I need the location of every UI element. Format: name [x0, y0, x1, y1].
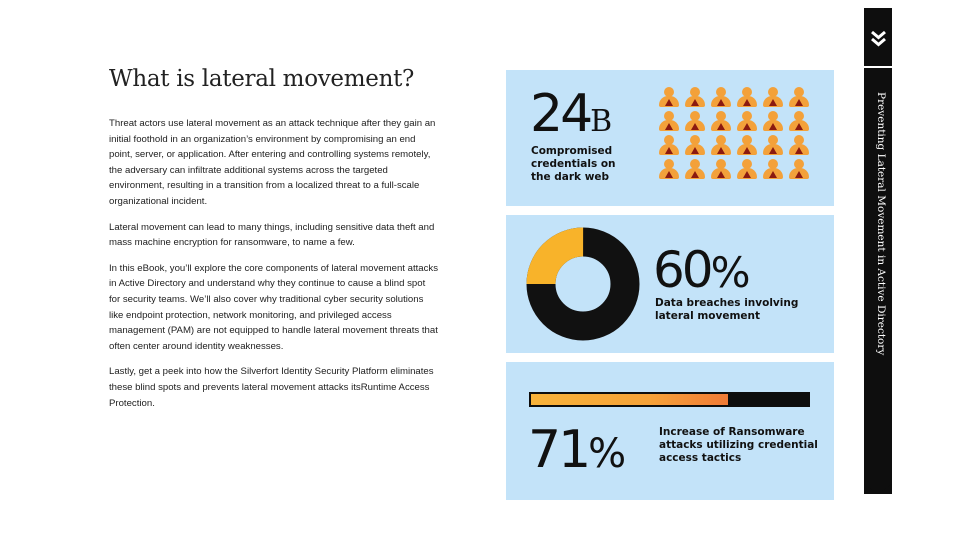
- person-warning-icon: [684, 86, 706, 108]
- breaches-stat-card: [506, 215, 834, 353]
- intro-paragraph-1: Threat actors use lateral movement as an attack technique after they gain an initial foothold in an organization’s environment by compromising an end point, server, or application. After entering and controlling systems remotely, the adversary can infiltrate additional systems across the targeted environment, resulting in a transition from a localized threat to a full-scale organizational incident.: [109, 118, 436, 207]
- person-warning-icon: [658, 86, 680, 108]
- intro-paragraph-4: Lastly, get a peek into how the Silverfort Identity Security Platform eliminates these blind spots and prevents lateral movement attacks itsRuntime Access Protection.: [109, 366, 434, 409]
- person-warning-icon: [762, 134, 784, 156]
- person-warning-icon: [684, 134, 706, 156]
- book-spine: [864, 8, 892, 494]
- person-warning-icon: [736, 110, 758, 132]
- person-warning-icon: [658, 110, 680, 132]
- person-warning-icon: [658, 134, 680, 156]
- person-warning-icon: [658, 158, 680, 180]
- person-warning-icon: [710, 110, 732, 132]
- credentials-number: 24: [530, 84, 591, 144]
- person-warning-icon: [788, 110, 810, 132]
- breaches-unit: %: [710, 248, 751, 297]
- person-warning-icon: [762, 86, 784, 108]
- ransomware-stat-value: [528, 420, 627, 480]
- credentials-stat-label: Compromised credentials on the dark web: [531, 145, 616, 183]
- page-title: What is lateral movement?: [109, 66, 415, 92]
- compromised-users-grid: [658, 86, 814, 182]
- person-warning-icon: [736, 134, 758, 156]
- ransomware-stat-label: Increase of Ransomware attacks utilizing credential access tactics: [659, 426, 818, 464]
- credentials-stat-card: [506, 70, 834, 206]
- person-warning-icon: [736, 86, 758, 108]
- breaches-stat-label: Data breaches involving lateral movement: [655, 297, 799, 322]
- spine-title: Preventing Lateral Movement in Active Directory: [875, 92, 887, 356]
- credentials-stat-value: [530, 84, 613, 144]
- ransomware-progress-fill: [531, 394, 728, 405]
- person-warning-icon: [710, 158, 732, 180]
- intro-paragraph-3: In this eBook, you’ll explore the core components of lateral movement attacks in Active Directory and understand why they continue to cause a blind spot for security teams. We’ll also cover why traditional cyber security solutions like endpoint protection, network monitoring, and privileged access management (PAM) are not equipped to handle lateral movement threats that often center around identity weaknesses.: [109, 262, 439, 352]
- intro-paragraph-2: Lateral movement can lead to many things, including sensitive data theft and mass machine encryption for ransomware, to name a few.: [109, 221, 435, 249]
- intro-section: [109, 66, 439, 421]
- person-warning-icon: [788, 158, 810, 180]
- person-warning-icon: [762, 158, 784, 180]
- credentials-unit: B: [590, 104, 613, 139]
- ransomware-progress-bar: [529, 392, 810, 407]
- person-warning-icon: [684, 110, 706, 132]
- ransomware-stat-card: [506, 362, 834, 500]
- person-warning-icon: [710, 86, 732, 108]
- ransomware-number: 71: [528, 420, 589, 480]
- ransomware-unit: %: [588, 431, 627, 477]
- breaches-donut-chart: [526, 227, 640, 341]
- double-chevron-down-icon: [871, 30, 886, 47]
- spine-bottom-tip: [864, 484, 892, 494]
- person-warning-icon: [736, 158, 758, 180]
- person-warning-icon: [788, 134, 810, 156]
- breaches-number: 60: [653, 241, 711, 299]
- person-warning-icon: [684, 158, 706, 180]
- breaches-stat-value: [653, 241, 751, 299]
- person-warning-icon: [762, 110, 784, 132]
- person-warning-icon: [788, 86, 810, 108]
- spine-divider: [864, 66, 892, 68]
- person-warning-icon: [710, 134, 732, 156]
